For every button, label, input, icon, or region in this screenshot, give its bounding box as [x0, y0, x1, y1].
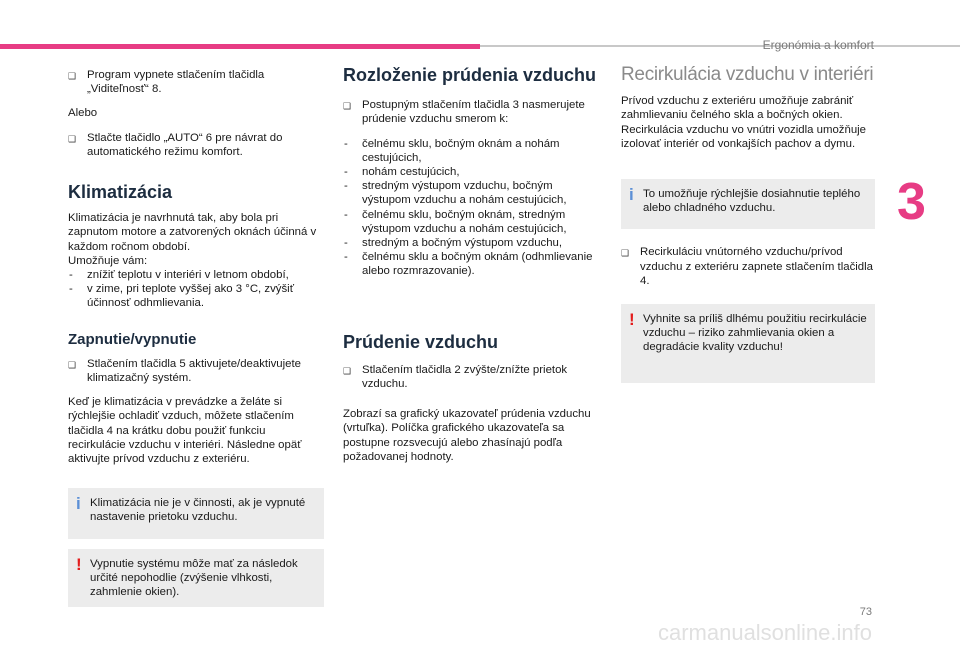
heading-rozlozenie: Rozloženie prúdenia vzduchu	[343, 65, 597, 85]
warning-box	[621, 304, 875, 383]
list-item: - znížiť teplotu v interiéri v letnom období,	[69, 269, 289, 282]
bullet-icon: ❑	[68, 359, 77, 370]
bullet-recirkulacia	[621, 245, 875, 288]
list-item: - čelnému sklu, bočným oknám, stredným výstupom vzduchu a nohám cestujúcich,	[344, 208, 567, 235]
bullet-icon: ❑	[343, 365, 352, 376]
list-item: - stredným a bočným výstupom vzduchu,	[344, 237, 563, 250]
list-item: - čelnému sklu a bočným oknám (odhmlievanie alebo rozmrazovanie).	[344, 251, 593, 278]
bullet-text: Stlačením tlačidla 2 zvýšte/znížte prietok vzduchu.	[362, 363, 568, 391]
info-box	[621, 179, 875, 229]
column-right	[621, 64, 875, 393]
bullet-prudenie	[343, 363, 599, 391]
bullet-text: Stlačením tlačidla 5 aktivujete/deaktivujete klimatizačný systém.	[87, 357, 302, 385]
klim-list	[68, 268, 324, 311]
column-middle	[343, 65, 599, 474]
list-item: - čelnému sklu, bočným oknám a nohám cestujúcich,	[344, 137, 560, 164]
heading-recirkulacia: Recirkulácia vzduchu v interiéri	[621, 64, 874, 85]
watermark: carmanualsonline.info	[657, 620, 872, 645]
header-rule	[480, 45, 960, 47]
bullet-icon: ❑	[68, 71, 77, 81]
bullet-zapnutie	[68, 357, 324, 385]
accent-bar	[0, 44, 480, 49]
heading-prudenie: Prúdenie vzduchu	[343, 331, 499, 352]
info-text: To umožňuje rýchlejšie dosiahnutie teplého alebo chladného vzduchu.	[643, 188, 861, 215]
bullet-icon: ❑	[621, 248, 630, 259]
heading-klimatizacia: Klimatizácia	[68, 182, 173, 203]
recirkulacia-paragraph: Prívod vzduchu z exteriéru umožňuje zabrániť zahmlievaniu čelného skla a bočných okien. Recirkulácia vzduchu vo vnútri vozidla umožňuje izolovať interiér od vonkajších pachov a dymu.	[621, 95, 867, 150]
bullet-text: Program vypnete stlačením tlačidla „Viditeľnosť“ 8.	[87, 69, 265, 96]
page-number: 73	[859, 606, 872, 618]
warning-text: Vyhnite sa príliš dlhému použitiu recirkulácie vzduchu – riziko zahmlievania okien a degradácie kvality vzduchu!	[643, 313, 867, 354]
chapter-number: 3	[897, 173, 926, 231]
bullet-text: Postupným stlačením tlačidla 3 nasmerujete prúdenie vzduchu smerom k:	[362, 99, 585, 126]
info-text: Klimatizácia nie je v činnosti, ak je vypnuté nastavenie prietoku vzduchu.	[90, 497, 306, 524]
bullet-icon: ❑	[68, 133, 77, 144]
zap-paragraph: Keď je klimatizácia v prevádzke a želáte si rýchlejšie ochladiť vzduch, môžete stlačením tlačidla 4 na krátku dobu použiť funkciu recirkulácie vzduchu v interiéri. Následne opäť aktivujte prívod vzduchu z exteriéru.	[68, 396, 302, 466]
bullet-program	[68, 68, 324, 96]
bullet-text: Stlačte tlačidlo „AUTO“ 6 pre návrat do automatického režimu komfort.	[87, 131, 283, 158]
bullet-rozlozenie	[343, 98, 599, 126]
list-item: - stredným výstupom vzduchu, bočným výstupom vzduchu a nohám cestujúcich,	[344, 180, 567, 207]
column-left	[68, 68, 324, 617]
info-box	[68, 488, 324, 538]
bullet-auto	[68, 131, 324, 159]
bullet-text: Recirkuláciu vnútorného vzduchu/prívod vzduchu z exteriéru zapnete stlačením tlačidla 4.	[640, 246, 873, 287]
prudenie-paragraph: Zobrazí sa grafický ukazovateľ prúdenia vzduchu (vrtuľka). Políčka grafického ukazovateľa sa postupne rozsvecujú alebo zhasínajú podľa požadovanej hodnoty.	[343, 408, 591, 463]
info-icon: i	[629, 185, 634, 205]
info-icon: i	[76, 494, 81, 514]
or-text: Alebo	[68, 107, 98, 120]
bullet-icon: ❑	[343, 101, 352, 112]
rozlozenie-list	[343, 137, 599, 279]
warning-box	[68, 549, 324, 608]
klim-paragraph-2: Umožňuje vám:	[68, 254, 148, 267]
warning-icon: !	[629, 310, 635, 330]
warning-icon: !	[76, 554, 82, 574]
klim-paragraph-1: Klimatizácia je navrhnutá tak, aby bola pri zapnutom motore a zatvorených oknách účinná v každom ročnom období.	[68, 212, 317, 253]
heading-zapnutie: Zapnutie/vypnutie	[68, 330, 197, 348]
warning-text: Vypnutie systému môže mať za následok určité nepohodlie (zvýšenie vlhkosti, zahmlenie okien).	[90, 557, 298, 599]
list-item: - nohám cestujúcich,	[344, 166, 460, 179]
list-item: - v zime, pri teplote vyššej ako 3 °C, zvýšiť účinnosť odhmlievania.	[69, 283, 294, 310]
section-title: Ergonómia a komfort	[762, 38, 874, 52]
